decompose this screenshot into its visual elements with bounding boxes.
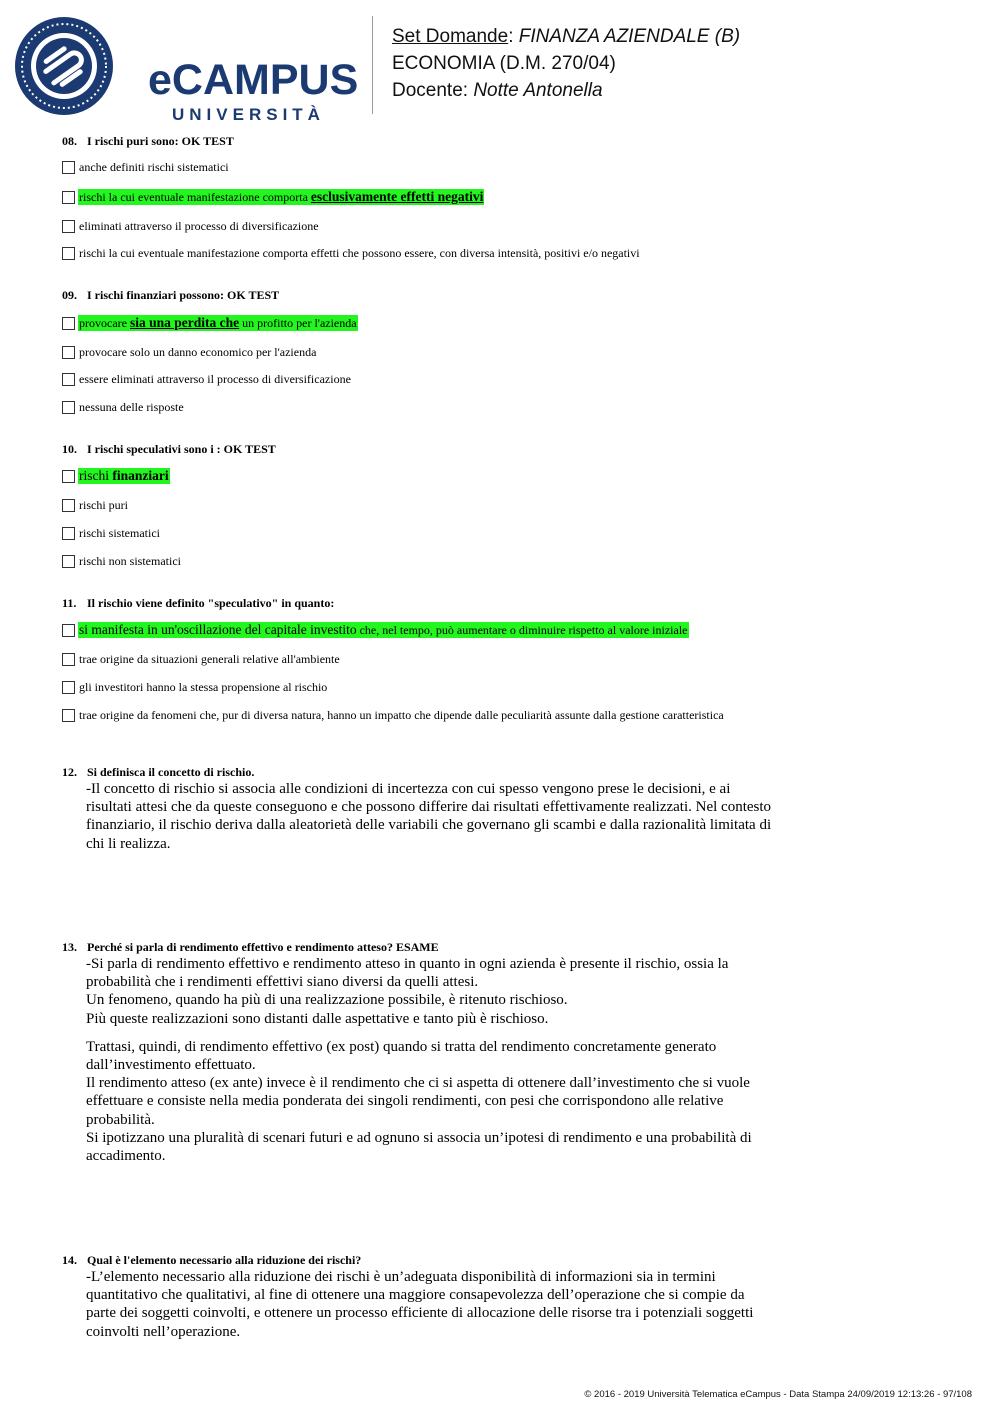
checkbox[interactable]	[62, 161, 75, 174]
checkbox[interactable]	[62, 681, 75, 694]
question-title	[62, 443, 276, 455]
option-emphasis: sia una perdita che	[129, 315, 240, 330]
question-title	[62, 941, 439, 953]
option-text: nessuna delle risposte	[79, 400, 184, 414]
checkbox[interactable]	[62, 499, 75, 512]
answer-paragraph: -Si parla di rendimento effettivo e rendimento atteso in quanto in ogni azienda è presente il rischio, ossia la probabilità che i rendimenti effettivi siano diversi da quelli attesi.	[86, 956, 729, 991]
question-number: 09.	[62, 288, 77, 302]
checkbox[interactable]	[62, 624, 75, 637]
answer-option[interactable]	[62, 706, 725, 724]
answer-paragraph: Trattasi, quindi, di rendimento effettivo (ex post) quando si tratta del rendimento concretamente generato dall’investimento effettuato.	[86, 1038, 717, 1074]
option-text-part: rischi	[79, 468, 113, 483]
question-text: Qual è l'elemento necessario alla riduzione dei rischi?	[87, 1253, 362, 1267]
option-text-part: si manifesta in un'oscillazione del capitale investito	[79, 622, 357, 637]
checkbox[interactable]	[62, 346, 75, 359]
question-text: Si definisca il concetto di rischio.	[87, 765, 255, 779]
checkbox[interactable]	[62, 373, 75, 386]
option-text: essere eliminati attraverso il processo di diversificazione	[79, 372, 351, 386]
answer-paragraph: Più queste realizzazioni sono distanti dalle aspettative e tanto più è rischioso.	[86, 1010, 549, 1027]
answer-option-correct[interactable]	[62, 188, 484, 206]
answer-option[interactable]	[62, 552, 182, 570]
question-text: Perché si parla di rendimento effettivo e rendimento atteso? ESAME	[87, 940, 439, 954]
answer-option[interactable]	[62, 244, 641, 262]
answer-option[interactable]	[62, 524, 161, 542]
checkbox[interactable]	[62, 220, 75, 233]
checkbox[interactable]	[62, 653, 75, 666]
answer-text	[86, 955, 776, 1165]
set-label: Set Domande	[392, 26, 509, 47]
answer-option[interactable]	[62, 678, 328, 696]
answer-option[interactable]	[62, 370, 352, 388]
page-footer: © 2016 - 2019 Università Telematica eCampus - Data Stampa 24/09/2019 12:13:26 - 97/108	[584, 1389, 972, 1400]
checkbox[interactable]	[62, 191, 75, 204]
answer-paragraph: Un fenomeno, quando ha più di una realizzazione possibile, è ritenuto rischioso.	[86, 992, 568, 1009]
header-divider	[372, 16, 373, 114]
teacher-label: Docente:	[392, 80, 469, 101]
option-text-part: un profitto per l'azienda	[239, 316, 357, 330]
option-text: trae origine da fenomeni che, pur di diversa natura, hanno un impatto che dipende dalle peculiarità assunte dalla gestione caratteristica	[79, 708, 724, 722]
question-text: I rischi speculativi sono i : OK TEST	[87, 442, 276, 456]
option-text	[78, 622, 689, 638]
checkbox[interactable]	[62, 470, 75, 483]
option-text: rischi sistematici	[79, 526, 160, 540]
option-text	[78, 468, 170, 484]
option-emphasis: finanziari	[112, 468, 169, 483]
answer-option[interactable]	[62, 496, 129, 514]
option-text: eliminati attraverso il processo di diversificazione	[79, 219, 319, 233]
question-text: I rischi puri sono: OK TEST	[87, 134, 234, 148]
question-title	[62, 597, 334, 609]
checkbox[interactable]	[62, 527, 75, 540]
logo-subtitle: UNIVERSITÀ	[172, 105, 325, 124]
option-text	[78, 315, 358, 331]
page-header	[0, 0, 1000, 125]
question-number: 14.	[62, 1253, 77, 1267]
question-title	[62, 289, 279, 301]
option-text: rischi puri	[79, 498, 128, 512]
question-title	[62, 135, 234, 147]
set-value: FINANZA AZIENDALE (B)	[518, 26, 741, 47]
checkbox[interactable]	[62, 401, 75, 414]
question-number: 11.	[62, 596, 77, 610]
answer-option-correct[interactable]	[62, 621, 689, 639]
checkbox[interactable]	[62, 317, 75, 330]
ecampus-emblem-icon	[14, 16, 134, 116]
answer-option[interactable]	[62, 650, 341, 668]
question-title	[62, 1254, 361, 1266]
answer-paragraph: -L’elemento necessario alla riduzione dei rischi è un’adeguata disponibilità di informazioni sia in termini quantitativo che qualitativi, al fine di ottenere una maggiore consapevolezza dell’operazione che si compie da parte dei soggetti coinvolti, e ottenere un processo efficiente di allocazione delle risorse tra i potenziali soggetti coinvolti nell’operazione.	[86, 1269, 754, 1340]
header-set-line: Set Domande: FINANZA AZIENDALE (B)	[392, 26, 741, 47]
teacher-line	[392, 81, 603, 100]
question-number: 10.	[62, 442, 77, 456]
question-text: I rischi finanziari possono: OK TEST	[87, 288, 280, 302]
course-name: ECONOMIA (D.M. 270/04)	[392, 53, 616, 74]
answer-option-correct[interactable]	[62, 314, 358, 332]
answer-paragraph: -Il concetto di rischio si associa alle condizioni di incertezza con cui spesso vengono prese le decisioni, e ai risultati attesi che da queste conseguono e che possono differire dai risultati effettivamente realizzati. Nel contesto finanziario, il rischio deriva dalla aleatorietà delle variabili che governano gli scambi e dalla razionalità limitata di chi li realizza.	[86, 781, 772, 852]
question-number: 12.	[62, 765, 77, 779]
question-text: Il rischio viene definito "speculativo" in quanto:	[87, 596, 335, 610]
option-text: rischi non sistematici	[79, 554, 181, 568]
checkbox[interactable]	[62, 247, 75, 260]
answer-text	[86, 780, 776, 853]
option-text	[78, 189, 484, 205]
teacher-name: Notte Antonella	[473, 80, 603, 101]
ecampus-logo	[14, 16, 359, 124]
answer-option[interactable]	[62, 217, 320, 235]
question-number: 08.	[62, 134, 77, 148]
answer-option[interactable]	[62, 398, 185, 416]
question-title	[62, 766, 254, 778]
answer-text	[86, 1268, 776, 1341]
answer-option[interactable]	[62, 158, 230, 176]
answer-paragraph: Si ipotizzano una pluralità di scenari futuri e ad ognuno si associa un’ipotesi di rendimento e una probabilità di accadimento.	[86, 1129, 752, 1165]
answer-option[interactable]	[62, 343, 317, 361]
answer-paragraph: Il rendimento atteso (ex ante) invece è il rendimento che ci si aspetta di ottenere dall’investimento che si vuole effettuare e consiste nella media ponderata dei singoli rendimenti, con pesi che corrispondono alle relative probabilità.	[86, 1075, 750, 1128]
question-number: 13.	[62, 940, 77, 954]
option-emphasis: esclusivamente effetti negativi	[310, 189, 484, 204]
logo-wordmark: eCAMPUS	[148, 56, 359, 104]
option-text: rischi la cui eventuale manifestazione comporta effetti che possono essere, con diversa intensità, positivi e/o negativi	[79, 246, 640, 260]
option-text: provocare solo un danno economico per l'azienda	[79, 345, 317, 359]
answer-option-correct[interactable]	[62, 467, 170, 485]
option-text-part: rischi la cui eventuale manifestazione comporta	[79, 190, 311, 204]
checkbox[interactable]	[62, 555, 75, 568]
option-text: trae origine da situazioni generali relative all'ambiente	[79, 652, 340, 666]
option-text: anche definiti rischi sistematici	[79, 160, 229, 174]
option-text-part: provocare	[79, 316, 130, 330]
option-text: gli investitori hanno la stessa propensione al rischio	[79, 680, 328, 694]
option-text-part: che, nel tempo, può aumentare o diminuire rispetto al valore iniziale	[356, 623, 688, 637]
checkbox[interactable]	[62, 709, 75, 722]
